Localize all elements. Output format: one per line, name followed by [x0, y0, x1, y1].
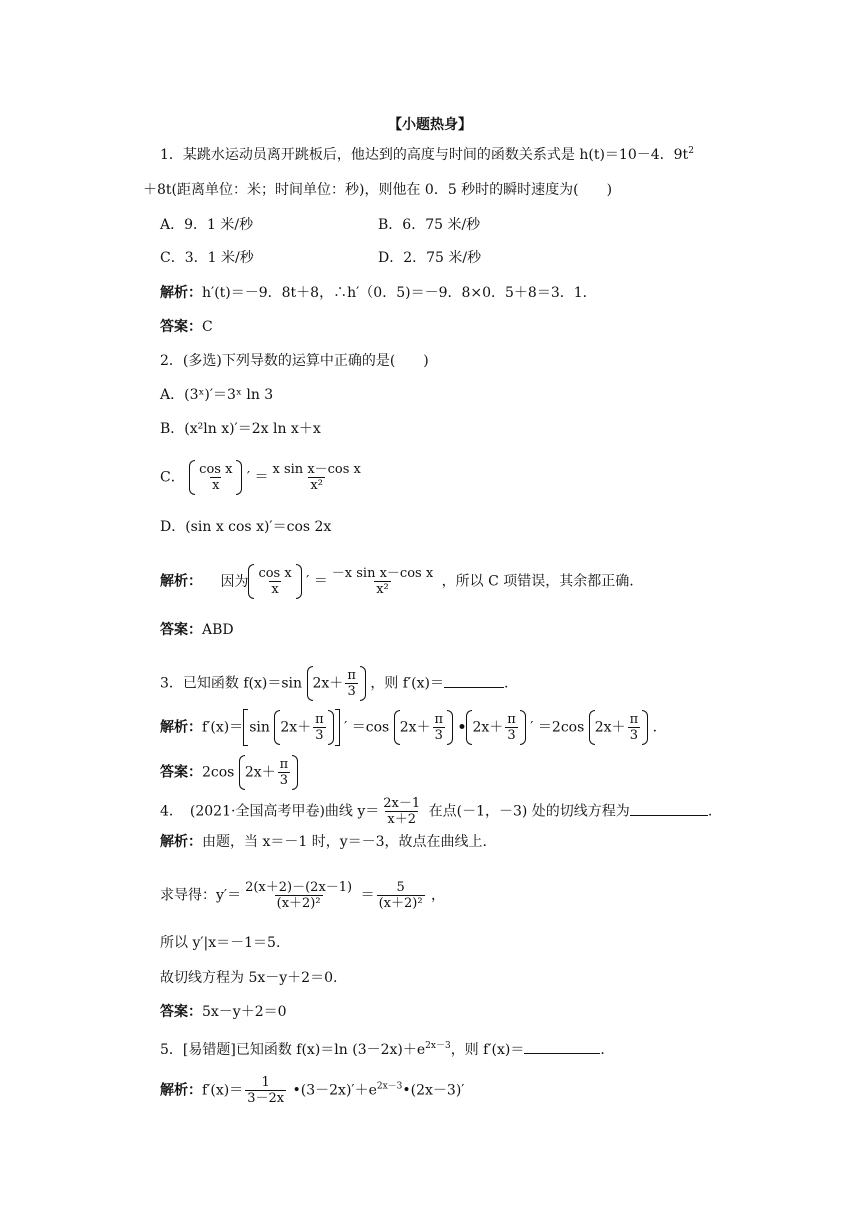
q5-stem-pre: 5．[易错题]已知函数 f(x)＝ln (3－2x)＋e: [160, 1042, 426, 1058]
q1-stem-sup: 2: [688, 146, 694, 156]
q2-analysis-rfrac: [330, 566, 435, 597]
q4-stem: [160, 796, 712, 827]
q2-c-label: C．: [160, 469, 185, 486]
q5-analysis: [160, 1075, 464, 1106]
q2-analysis-prime: ′: [306, 573, 310, 590]
q3-stem-paren: [307, 668, 366, 699]
q1-stem-text: 1．某跳水运动员离开跳板后，他达到的高度与时间的函数关系式是 h(t)＝10－4．9t: [160, 147, 689, 163]
q3-answer-paren: 2x＋ $\frac{\pi}{3}$: [239, 757, 298, 788]
q1-analysis-text: h′(t)＝－9．8t＋8，∴h′（0．5)＝－9．8×0．5＋8＝3．1．: [202, 285, 597, 301]
q3-paren-3: 2x＋ $\frac{\pi}{3}$: [466, 712, 525, 743]
q1-option-b: B．6．75 米/秒: [378, 217, 481, 233]
q3-analysis-bracket: [243, 712, 340, 743]
q3-three-4: 3: [629, 728, 638, 743]
q4-frac: [381, 796, 422, 827]
q2-answer-value: ABD: [202, 622, 234, 638]
q3-sin: sin: [249, 719, 270, 736]
q5-stem-post: ，则 f′(x)＝: [450, 1042, 525, 1058]
q4-so: 所以 y′|x＝－1＝5.: [160, 935, 281, 951]
q1-option-a: A．9．1 米/秒: [160, 217, 254, 233]
answer-label: 答案：: [160, 1004, 202, 1020]
q5-answer-blank[interactable]: [524, 1039, 600, 1054]
q5-analysis-b: •(3－2x)′＋e: [292, 1082, 377, 1099]
q3-answer: [160, 757, 298, 788]
q3-pi-1: π: [315, 712, 324, 727]
q2-c-rnum: x sin x－cos x: [272, 462, 361, 477]
q2-analysis-eq: ＝: [313, 573, 328, 590]
analysis-label: 解析：: [160, 285, 202, 301]
answer-label: 答案：: [160, 319, 202, 335]
answer-label: 答案：: [160, 764, 202, 781]
q2-option-b: B．(x²ln x)′＝2x ln x＋x: [160, 421, 321, 437]
q4-derivative: [160, 880, 445, 911]
q3-answer-blank[interactable]: [444, 673, 504, 688]
q3-three: 3: [347, 684, 356, 699]
q2-analysis-pre: 因为: [220, 573, 249, 590]
q4-f-num: 2x－1: [383, 796, 421, 811]
q1-analysis: [160, 284, 597, 302]
q2-stem: 2．(多选)下列导数的运算中正确的是( ): [160, 353, 429, 369]
q3-frac-1: [313, 712, 326, 743]
analysis-label: 解析：: [160, 719, 202, 736]
q4-deriv-eq: ＝: [360, 887, 375, 904]
q4-f-den: x＋2: [387, 812, 417, 827]
q4-analysis: [160, 833, 487, 851]
q3-prime-1: ′: [344, 719, 348, 736]
q5-stem-sup: 2x－3: [425, 1041, 451, 1051]
answer-label: 答案：: [160, 622, 202, 638]
q4-stem-pre: 4． (2021·全国高考甲卷)曲线 y＝: [160, 803, 380, 820]
q5-frac: [245, 1075, 286, 1106]
section-title: 【小题热身】: [388, 117, 472, 133]
q1-stem-line2: ＋8t(距离单位：米；时间单位：秒)，则他在 0．5 秒时的瞬时速度为( ): [143, 182, 613, 198]
q2-c-frac: [197, 462, 234, 493]
q3-analysis: [160, 712, 657, 743]
q5-analysis-sup: 2x－3: [376, 1081, 403, 1092]
q2-answer: [160, 621, 234, 639]
q5-frac-num: 1: [261, 1075, 270, 1090]
q2-analysis-post: ，所以 C 项错误，其余都正确.: [441, 573, 634, 590]
q3-frac-4: [628, 712, 641, 743]
q4-stem-end: .: [707, 803, 713, 820]
q1-option-d: D．2．75 米/秒: [378, 250, 482, 266]
q2-analysis: [160, 566, 634, 597]
q2-analysis-paren: [248, 566, 301, 597]
q3-answer-three: 3: [279, 773, 289, 788]
q3-paren-1: 2x＋ $\frac{\pi}{3}$: [274, 712, 333, 743]
q2-c-eq: ＝: [254, 469, 269, 486]
q2-analysis-rden: x²: [376, 582, 389, 597]
q3-pi-4: π: [629, 712, 639, 727]
q3-answer-pi: π: [279, 757, 289, 772]
q3-paren-2: 2x＋ $\frac{\pi}{3}$: [394, 712, 453, 743]
q3-dot: •: [457, 719, 467, 736]
q3-period: .: [652, 719, 658, 736]
q2-analysis-den: x: [271, 582, 279, 597]
q3-arg-a: 2x＋: [312, 675, 344, 692]
q2-c-num: cos x: [199, 462, 233, 477]
q3-frac-3: [505, 712, 518, 743]
q2-analysis-num: cos x: [258, 566, 292, 581]
q3-prime-2: ′: [530, 719, 534, 736]
q4-stem-post: 在点(－1，－3) 处的切线方程为: [428, 803, 630, 820]
q4-deriv-num: 2(x＋2)－(2x－1): [245, 880, 353, 895]
q3-eq-cos: ＝cos: [351, 719, 390, 736]
q3-stem: [160, 668, 508, 699]
q5-stem: [160, 1039, 614, 1059]
q5-stem-end: ．: [600, 1042, 615, 1058]
q3-eq-2cos: ＝2cos: [537, 719, 585, 736]
q3-three-2: 3: [434, 728, 443, 743]
q3-answer-frac: [278, 757, 291, 788]
q3-three-3: 3: [507, 728, 516, 743]
q4-deriv-rfrac: [377, 880, 425, 911]
q4-analysis-text: 由题，当 x＝－1 时，y＝－3，故点在曲线上.: [202, 834, 487, 850]
q3-arg-frac: [345, 668, 358, 699]
q2-c-den: x: [212, 478, 220, 493]
q3-frac-2: [433, 712, 446, 743]
q1-answer-value: C: [202, 319, 213, 335]
q4-deriv-rnum: 5: [396, 880, 405, 895]
q3-stem-post: ，则 f′(x)＝: [370, 675, 444, 692]
q3-stem-pre: 3．已知函数 f(x)＝sin: [160, 675, 303, 692]
q3-answer-a: 2cos: [202, 764, 235, 781]
q5-analysis-a: f′(x)＝: [202, 1082, 244, 1099]
q2-option-d: D．(sin x cos x)′＝cos 2x: [160, 519, 332, 535]
analysis-label: 解析：: [160, 573, 202, 590]
q2-c-rfrac: [271, 462, 363, 493]
q2-analysis-rnum: －x sin x－cos x: [331, 566, 434, 581]
q1-stem-line1: [160, 146, 694, 164]
q1-option-c: C．3．1 米/秒: [160, 250, 254, 266]
q4-answer-value: 5x－y＋2＝0: [202, 1004, 287, 1020]
analysis-label: 解析：: [160, 834, 202, 850]
q2-c-prime: ′: [246, 469, 251, 486]
q1-answer: [160, 318, 213, 336]
q4-tangent: 故切线方程为 5x－y＋2＝0.: [160, 970, 338, 986]
analysis-label: 解析：: [160, 1082, 202, 1099]
q2-option-c: [160, 462, 365, 493]
q4-deriv-frac: [243, 880, 354, 911]
q3-pi: π: [347, 668, 356, 683]
q4-deriv-pre: 求导得：y′＝: [160, 887, 242, 904]
q2-c-paren: [189, 462, 242, 493]
q3-stem-end: .: [503, 675, 509, 692]
q3-three-1: 3: [315, 728, 324, 743]
q2-option-a: A．(3ˣ)′＝3ˣ ln 3: [160, 387, 274, 403]
q3-pi-2: π: [434, 712, 444, 727]
q5-frac-den: 3－2x: [247, 1091, 285, 1106]
q3-analysis-a: f′(x)＝: [202, 719, 244, 736]
q2-c-rden: x²: [310, 478, 323, 493]
q4-answer-blank[interactable]: [630, 801, 708, 816]
q4-answer: [160, 1003, 287, 1021]
q5-analysis-c: •(2x－3)′: [402, 1082, 465, 1099]
q4-deriv-end: ，: [431, 887, 446, 904]
q2-analysis-frac: [256, 566, 293, 597]
q3-pi-3: π: [507, 712, 516, 727]
q4-deriv-den: (x＋2)²: [276, 896, 321, 911]
q3-paren-4: 2x＋ $\frac{\pi}{3}$: [589, 712, 648, 743]
q4-deriv-rden: (x＋2)²: [378, 896, 423, 911]
